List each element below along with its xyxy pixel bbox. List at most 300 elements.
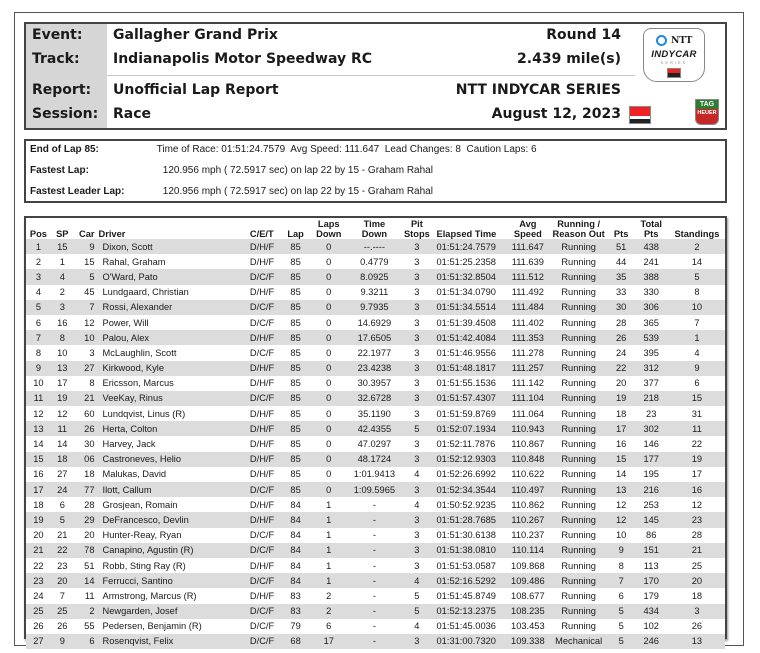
cell-running-status: Running	[561, 469, 596, 480]
table-row	[26, 634, 725, 649]
cell-lap: 68	[290, 636, 301, 647]
cell-pos: 20	[33, 530, 44, 541]
cell-laps-down: 1	[326, 514, 332, 525]
cell-time-down: -	[372, 499, 376, 510]
cell-laps-down: 17	[323, 636, 334, 647]
cell-laps-down: 1	[326, 575, 332, 586]
cell-lap: 85	[290, 454, 301, 465]
cell-time-down: 8.0925	[360, 271, 389, 282]
cell-car: 30	[84, 439, 95, 450]
table-row	[26, 497, 725, 512]
cell-lap: 85	[290, 408, 301, 419]
cell-cet: D/H/F	[249, 332, 275, 343]
col-car: Car	[78, 229, 95, 239]
col-pts: Pts	[613, 229, 629, 239]
cell-driver: Armstrong, Marcus (R)	[102, 590, 197, 601]
cell-time-down: 30.3957	[357, 378, 392, 389]
report-name: Unofficial Lap Report	[113, 82, 279, 98]
cell-car: 5	[89, 271, 95, 282]
header-logos	[625, 24, 725, 128]
cell-pit-stops: 3	[414, 302, 420, 313]
series-logo-text: SERIES	[660, 60, 688, 65]
cell-car: 3	[89, 347, 95, 358]
cell-running-status: Running	[561, 363, 596, 374]
col-total-line2: Pts	[643, 229, 659, 239]
cell-running-status: Running	[561, 575, 596, 586]
cell-cet: D/C/F	[249, 271, 275, 282]
cell-lap: 85	[290, 347, 301, 358]
cell-total-pts: 102	[643, 621, 659, 632]
cell-driver: Harvey, Jack	[102, 439, 156, 450]
cell-driver: Power, Will	[102, 317, 149, 328]
cell-sp: 18	[57, 454, 68, 465]
cell-standings: 8	[694, 287, 700, 298]
cell-standings: 23	[691, 514, 703, 525]
cell-laps-down: 2	[326, 606, 332, 617]
cell-driver: Canapino, Agustin (R)	[102, 545, 194, 556]
cell-time-down: 1:09.5965	[353, 484, 396, 495]
cell-cet: D/H/F	[249, 287, 275, 298]
cell-cet: D/C/F	[249, 575, 275, 586]
cell-laps-down: 6	[326, 621, 332, 632]
cell-pos: 19	[33, 514, 44, 525]
cell-standings: 18	[691, 590, 703, 601]
cell-time-down: -	[372, 590, 376, 601]
cell-sp: 22	[57, 545, 68, 556]
cell-pts: 16	[615, 439, 627, 450]
cell-lap: 85	[290, 393, 301, 404]
table-row	[26, 528, 725, 543]
cell-laps-down: 0	[326, 439, 332, 450]
cell-lap: 85	[290, 241, 301, 252]
cell-standings: 26	[691, 621, 703, 632]
cell-avg-speed: 108.677	[511, 590, 545, 601]
cell-laps-down: 0	[326, 347, 332, 358]
cell-time-down: 9.3211	[360, 287, 389, 298]
table-header-row	[26, 218, 725, 239]
cell-total-pts: 177	[643, 454, 659, 465]
cell-pit-stops: 3	[414, 256, 420, 267]
cell-driver: VeeKay, Rinus	[102, 393, 163, 404]
cell-pos: 23	[33, 575, 44, 586]
cell-lap: 84	[290, 530, 301, 541]
cell-driver: Lundqvist, Linus (R)	[102, 408, 186, 419]
cell-pit-stops: 3	[414, 408, 420, 419]
cell-laps-down: 0	[326, 408, 332, 419]
cell-running-status: Running	[561, 317, 596, 328]
cell-lap: 85	[290, 332, 301, 343]
cell-running-status: Running	[561, 302, 596, 313]
table-row	[26, 482, 725, 497]
cell-standings: 4	[694, 347, 700, 358]
cell-car: 12	[84, 317, 95, 328]
cell-lap: 84	[290, 545, 301, 556]
cell-laps-down: 0	[326, 241, 332, 252]
cell-cet: D/C/F	[249, 606, 275, 617]
cell-elapsed-time: 01:52:12.9303	[436, 454, 496, 465]
cell-pos: 5	[35, 302, 42, 313]
cell-elapsed-time: 01:51:39.4508	[436, 317, 496, 328]
cell-pit-stops: 4	[414, 621, 420, 632]
cell-elapsed-time: 01:51:30.6138	[436, 530, 496, 541]
cell-standings: 22	[691, 439, 703, 450]
cell-laps-down: 1	[326, 560, 332, 571]
cell-lap: 84	[290, 575, 301, 586]
cell-running-status: Mechanical	[555, 636, 603, 647]
table-row	[26, 315, 725, 330]
cell-total-pts: 195	[643, 469, 659, 480]
cell-time-down: 23.4238	[357, 363, 392, 374]
cell-elapsed-time: 01:51:55.1536	[436, 378, 496, 389]
cell-lap: 85	[290, 378, 301, 389]
cell-standings: 5	[694, 271, 700, 282]
report-header	[24, 22, 727, 130]
cell-time-down: 42.4355	[357, 423, 392, 434]
results-table	[26, 218, 725, 649]
col-standings: Standings	[674, 229, 720, 239]
cell-avg-speed: 110.862	[511, 499, 545, 510]
cell-pos: 6	[35, 317, 42, 328]
col-avg-line1: Avg	[519, 219, 537, 229]
cell-pts: 19	[615, 393, 627, 404]
cell-sp: 4	[59, 271, 65, 282]
round-number: Round 14	[546, 27, 621, 43]
cell-elapsed-time: 01:51:42.4084	[436, 332, 496, 343]
cell-elapsed-time: 01:50:52.9235	[436, 499, 496, 510]
table-row	[26, 604, 725, 619]
cell-car: 21	[84, 393, 95, 404]
series-name: NTT INDYCAR SERIES	[455, 82, 621, 98]
race-summary	[24, 139, 727, 203]
cell-time-down: 1:01.9413	[353, 469, 396, 480]
cell-running-status: Running	[561, 347, 596, 358]
cell-pts: 26	[615, 332, 627, 343]
cell-sp: 7	[59, 590, 65, 601]
fastest-leader-lap-label: Fastest Leader Lap:	[30, 186, 125, 197]
table-row	[26, 254, 725, 269]
ntt-circle-icon	[656, 35, 667, 46]
cell-pts: 14	[615, 469, 627, 480]
cell-pos: 7	[35, 332, 42, 343]
header-labels	[26, 24, 107, 128]
cell-car: 20	[84, 530, 95, 541]
cell-avg-speed: 111.484	[511, 302, 544, 313]
cell-time-down: --.----	[363, 241, 385, 252]
cell-sp: 8	[59, 332, 65, 343]
cell-elapsed-time: 01:52:11.7876	[436, 439, 496, 450]
col-avg-line2: Speed	[513, 229, 542, 239]
col-time-down	[350, 218, 400, 239]
cell-lap: 85	[290, 484, 301, 495]
cell-elapsed-time: 01:51:45.0036	[436, 621, 496, 632]
cell-standings: 2	[694, 241, 700, 252]
track-name: Indianapolis Motor Speedway RC	[113, 51, 373, 67]
cell-pts: 8	[618, 560, 624, 571]
cell-standings: 12	[691, 499, 703, 510]
cell-lap: 85	[290, 317, 301, 328]
table-row	[26, 391, 725, 406]
cell-standings: 20	[691, 575, 703, 586]
cell-driver: Rosenqvist, Felix	[102, 636, 174, 647]
cell-standings: 6	[694, 378, 700, 389]
cell-total-pts: 179	[643, 590, 659, 601]
cell-avg-speed: 110.867	[511, 439, 545, 450]
cell-avg-speed: 110.622	[511, 469, 545, 480]
col-sp: SP	[56, 229, 69, 239]
header-values	[107, 24, 625, 128]
cell-pts: 10	[615, 530, 627, 541]
cell-running-status: Running	[561, 590, 596, 601]
cell-car: 6	[89, 636, 95, 647]
cell-laps-down: 0	[326, 271, 332, 282]
cell-driver: Rossi, Alexander	[102, 302, 173, 313]
cell-time-down: 17.6505	[357, 332, 392, 343]
cell-driver: Rahal, Graham	[102, 256, 166, 267]
cell-time-down: -	[372, 560, 376, 571]
ntt-indycar-logo	[643, 28, 705, 82]
cell-pit-stops: 5	[414, 590, 420, 601]
cell-lap: 85	[290, 271, 301, 282]
cell-car: 26	[84, 423, 95, 434]
cell-elapsed-time: 01:52:07.1934	[436, 423, 496, 434]
cell-lap: 85	[290, 439, 301, 450]
cell-time-down: 22.1977	[357, 347, 392, 358]
cell-running-status: Running	[561, 241, 596, 252]
cell-time-down: -	[372, 606, 376, 617]
cell-avg-speed: 108.235	[511, 606, 545, 617]
cell-laps-down: 0	[326, 378, 332, 389]
cell-driver: Grosjean, Romain	[102, 499, 178, 510]
cell-total-pts: 365	[643, 317, 659, 328]
cell-total-pts: 434	[643, 606, 659, 617]
cell-running-status: Running	[561, 256, 596, 267]
cell-car: 11	[84, 590, 95, 601]
cell-sp: 3	[59, 302, 65, 313]
cell-elapsed-time: 01:31:00.7320	[436, 636, 496, 647]
report-label: Report:	[32, 82, 92, 98]
cell-lap: 84	[290, 560, 301, 571]
cell-avg-speed: 110.497	[511, 484, 545, 495]
cell-running-status: Running	[561, 287, 596, 298]
cell-cet: D/C/F	[249, 545, 275, 556]
cell-standings: 16	[691, 484, 703, 495]
cell-sp: 24	[57, 484, 68, 495]
cell-total-pts: 395	[643, 347, 659, 358]
cell-laps-down: 0	[326, 454, 332, 465]
cell-cet: D/C/F	[249, 302, 275, 313]
ims-logo	[629, 106, 651, 124]
cell-elapsed-time: 01:52:13.2375	[436, 606, 496, 617]
cell-running-status: Running	[561, 514, 596, 525]
fastest-lap-value: 120.956 mph ( 72.5917 sec) on lap 22 by 15 - Graham Rahal	[162, 165, 433, 176]
table-row	[26, 345, 725, 360]
cell-pts: 35	[615, 271, 627, 282]
cell-standings: 7	[694, 317, 700, 328]
cell-driver: Pedersen, Benjamin (R)	[102, 621, 202, 632]
cell-standings: 1	[694, 332, 700, 343]
cell-car: 60	[84, 408, 95, 419]
cell-laps-down: 0	[326, 317, 332, 328]
cell-pts: 12	[615, 514, 627, 525]
cell-cet: D/H/F	[249, 514, 275, 525]
cell-running-status: Running	[561, 484, 596, 495]
col-laps-down-line1: Laps	[317, 219, 340, 229]
cell-lap: 85	[290, 469, 301, 480]
table-row	[26, 558, 725, 573]
event-name: Gallagher Grand Prix	[113, 27, 278, 43]
cell-total-pts: 151	[643, 545, 659, 556]
col-lap: Lap	[287, 229, 304, 239]
cell-time-down: -	[372, 621, 376, 632]
cell-sp: 9	[59, 636, 65, 647]
cell-running-status: Running	[561, 499, 596, 510]
results-table-box	[24, 216, 727, 647]
cell-elapsed-time: 01:51:34.5514	[436, 302, 496, 313]
cell-standings: 15	[691, 393, 703, 404]
race-date: August 12, 2023	[491, 106, 621, 122]
cell-laps-down: 0	[326, 256, 332, 267]
cell-driver: Herta, Colton	[102, 423, 158, 434]
col-time-down-line2: Down	[361, 229, 388, 239]
cell-pit-stops: 3	[414, 332, 420, 343]
cell-elapsed-time: 01:52:26.6992	[436, 469, 496, 480]
table-row	[26, 406, 725, 421]
cell-elapsed-time: 01:51:34.0790	[436, 287, 496, 298]
cell-total-pts: 302	[643, 423, 659, 434]
cell-avg-speed: 111.278	[511, 347, 544, 358]
cell-running-status: Running	[561, 606, 596, 617]
table-row	[26, 376, 725, 391]
cell-pit-stops: 3	[414, 287, 420, 298]
cell-elapsed-time: 01:51:45.8749	[436, 590, 496, 601]
cell-driver: McLaughlin, Scott	[102, 347, 177, 358]
col-pit-stops	[399, 218, 434, 239]
cell-running-status: Running	[561, 560, 596, 571]
cell-running-status: Running	[561, 332, 596, 343]
cell-lap: 85	[290, 363, 301, 374]
cell-cet: D/C/F	[249, 484, 275, 495]
heuer-logo-text: HEUER	[697, 110, 717, 116]
cell-total-pts: 306	[643, 302, 659, 313]
cell-sp: 6	[59, 499, 65, 510]
table-row	[26, 330, 725, 345]
col-cet: C/E/T	[249, 229, 274, 239]
cell-cet: D/C/F	[249, 636, 275, 647]
cell-sp: 21	[57, 530, 68, 541]
col-time-down-line1: Time	[363, 219, 386, 229]
cell-pts: 9	[618, 545, 624, 556]
cell-avg-speed: 110.237	[511, 530, 545, 541]
cell-pit-stops: 3	[414, 636, 420, 647]
cell-lap: 84	[290, 499, 301, 510]
col-driver: Driver	[98, 229, 126, 239]
cell-pts: 5	[618, 636, 624, 647]
cell-total-pts: 218	[643, 393, 659, 404]
cell-driver: Castroneves, Helio	[102, 454, 182, 465]
table-row	[26, 300, 725, 315]
cell-pts: 17	[615, 423, 627, 434]
col-total-line1: Total	[640, 219, 662, 229]
cell-cet: D/H/F	[249, 423, 275, 434]
cell-standings: 14	[691, 256, 703, 267]
cell-total-pts: 23	[646, 408, 657, 419]
cell-cet: D/H/F	[249, 454, 275, 465]
cell-pos: 26	[33, 621, 44, 632]
cell-elapsed-time: 01:51:24.7579	[436, 241, 496, 252]
cell-lap: 84	[290, 514, 301, 525]
cell-pit-stops: 3	[414, 454, 420, 465]
ntt-logo-text: NTT	[671, 35, 693, 46]
cell-driver: O'Ward, Pato	[102, 271, 158, 282]
track-distance: 2.439 mile(s)	[517, 51, 621, 67]
cell-running-status: Running	[561, 378, 596, 389]
cell-pit-stops: 5	[414, 606, 420, 617]
indycar-flag-icon	[667, 68, 681, 78]
cell-time-down: -	[372, 636, 376, 647]
cell-pts: 51	[615, 241, 627, 252]
cell-car: 27	[84, 363, 95, 374]
cell-elapsed-time: 01:52:16.5292	[436, 575, 496, 586]
cell-avg-speed: 111.492	[511, 287, 544, 298]
cell-laps-down: 0	[326, 469, 332, 480]
cell-sp: 13	[57, 363, 68, 374]
cell-car: 15	[84, 256, 95, 267]
cell-pts: 7	[618, 575, 624, 586]
cell-cet: D/H/F	[249, 499, 275, 510]
cell-running-status: Running	[561, 423, 596, 434]
cell-pit-stops: 3	[414, 560, 420, 571]
cell-driver: Lundgaard, Christian	[102, 287, 189, 298]
cell-running-status: Running	[561, 408, 596, 419]
cell-running-status: Running	[561, 454, 596, 465]
cell-driver: Ericsson, Marcus	[102, 378, 174, 389]
cell-total-pts: 539	[643, 332, 659, 343]
cell-pos: 21	[33, 545, 44, 556]
table-row	[26, 467, 725, 482]
cell-cet: D/C/F	[249, 347, 275, 358]
cell-pts: 18	[615, 408, 627, 419]
cell-pit-stops: 3	[414, 393, 420, 404]
cell-car: 06	[84, 454, 95, 465]
cell-standings: 13	[691, 636, 703, 647]
cell-driver: Ferrucci, Santino	[102, 575, 173, 586]
col-running-line1: Running /	[557, 219, 601, 229]
cell-pos: 24	[33, 590, 44, 601]
table-row	[26, 573, 725, 588]
cell-car: 8	[89, 378, 95, 389]
col-running	[549, 218, 609, 239]
cell-pos: 11	[33, 393, 44, 404]
cell-sp: 11	[57, 423, 68, 434]
cell-standings: 11	[692, 423, 702, 434]
cell-avg-speed: 111.639	[511, 256, 544, 267]
table-row	[26, 619, 725, 634]
cell-elapsed-time: 01:51:53.0587	[436, 560, 496, 571]
lead-changes-value: 8	[455, 144, 461, 155]
table-row	[26, 285, 725, 300]
cell-sp: 20	[57, 575, 68, 586]
cell-standings: 31	[691, 408, 703, 419]
fastest-leader-lap-row	[30, 186, 433, 197]
cell-avg-speed: 110.848	[511, 454, 545, 465]
col-laps-down	[308, 218, 349, 239]
cell-laps-down: 0	[326, 484, 332, 495]
cell-pit-stops: 3	[414, 347, 420, 358]
cell-pos: 1	[35, 241, 42, 252]
cell-time-down: -	[372, 545, 376, 556]
cell-total-pts: 170	[643, 575, 659, 586]
cell-pts: 20	[615, 378, 627, 389]
